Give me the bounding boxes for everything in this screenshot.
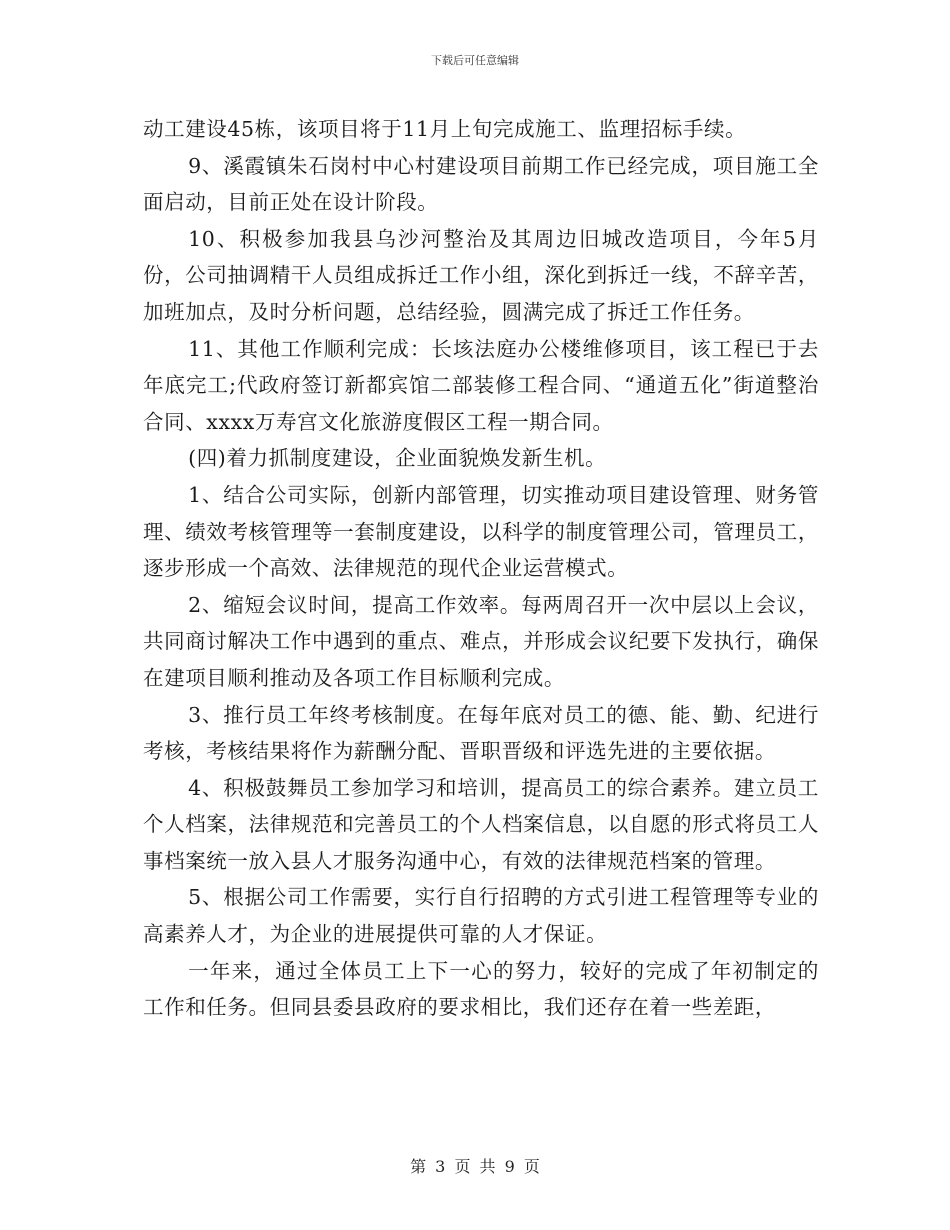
paragraph-4: 11、其他工作顺利完成：长垓法庭办公楼维修项目，该工程已于去年底完工;代政府签订新都宾馆二部装修工程合同、“通道五化”街道整治合同、xxxx万寿宫文化旅游度假区工程一期合同。 — [143, 336, 819, 434]
paragraph-8: 3、推行员工年终考核制度。在每年底对员工的德、能、勤、纪进行考核，考核结果将作为薪酬分配、晋职晋级和评选先进的主要依据。 — [143, 702, 819, 764]
document-body — [143, 111, 819, 1026]
paragraph-9: 4、积极鼓舞员工参加学习和培训，提高员工的综合素养。建立员工个人档案，法律规范和完善员工的个人档案信息，以自愿的形式将员工人事档案统一放入县人才服务沟通中心，有效的法律规范档案的管理。 — [143, 775, 819, 873]
paragraph-6: 1、结合公司实际，创新内部管理，切实推动项目建设管理、财务管理、绩效考核管理等一套制度建设，以科学的制度管理公司，管理员工，逐步形成一个高效、法律规范的现代企业运营模式。 — [143, 482, 819, 581]
paragraph-1: 动工建设45栋，该项目将于11月上旬完成施工、监理招标手续。 — [143, 117, 747, 141]
section-heading-4: (四)着力抓制度建设，企业面貌焕发新生机。 — [188, 446, 607, 471]
paragraph-3: 10、积极参加我县乌沙河整治及其周边旧城改造项目，今年5月份，公司抽调精干人员组成拆迁工作小组，深化到拆迁一线，不辞辛苦，加班加点，及时分析问题，总结经验，圆满完成了拆迁工作任务。 — [143, 226, 819, 324]
paragraph-2: 9、溪霞镇朱石岗村中心村建设项目前期工作已经完成，项目施工全面启动，目前正处在设计阶段。 — [143, 153, 819, 215]
page-number-footer: 第 3 页 共 9 页 — [410, 1157, 540, 1176]
paragraph-10: 5、根据公司工作需要，实行自行招聘的方式引进工程管理等专业的高素养人才，为企业的进展提供可靠的人才保证。 — [143, 885, 819, 947]
paragraph-11: 一年来，通过全体员工上下一心的努力，较好的完成了年初制定的工作和任务。但同县委县政府的要求相比，我们还存在着一些差距， — [143, 958, 819, 1020]
page-header-note: 下载后可任意编辑 — [431, 54, 519, 67]
paragraph-7: 2、缩短会议时间，提高工作效率。每两周召开一次中层以上会议，共同商讨解决工作中遇到的重点、难点，并形成会议纪要下发执行，确保在建项目顺利推动及各项工作目标顺利完成。 — [143, 592, 819, 690]
